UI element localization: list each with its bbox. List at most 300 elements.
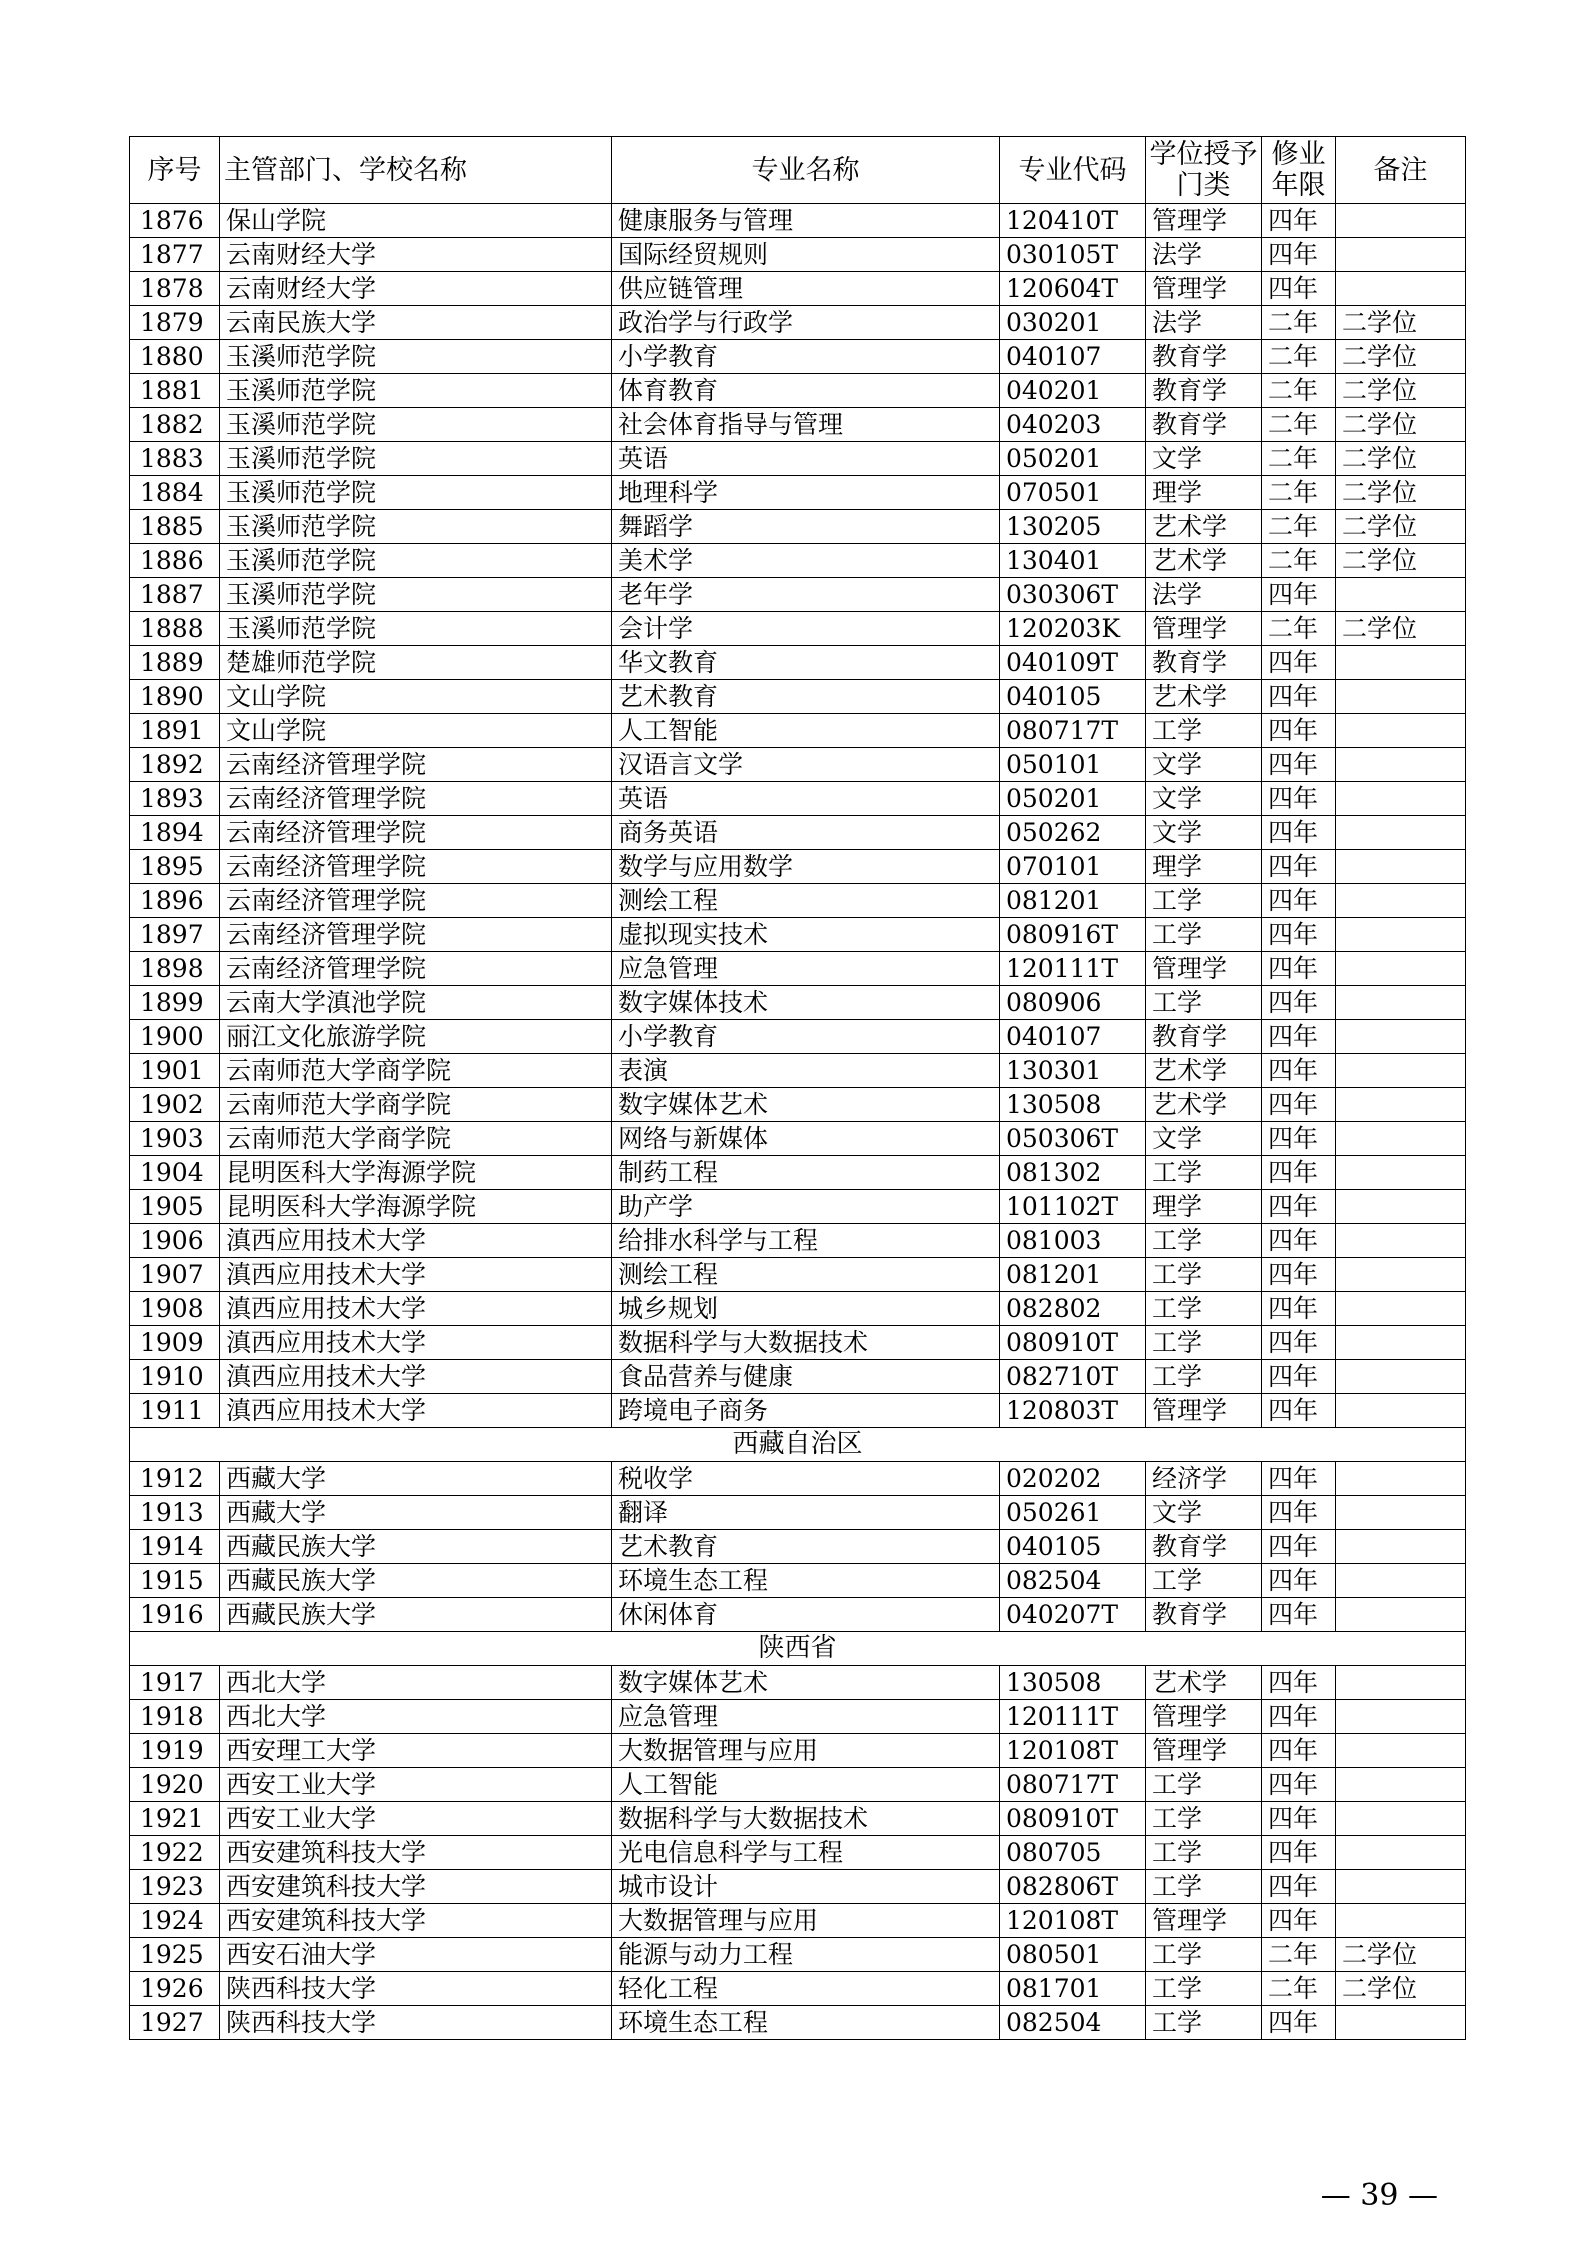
- cell-duration: 四年: [1262, 578, 1336, 612]
- cell-code: 040207T: [1000, 1598, 1146, 1632]
- header-school: 主管部门、学校名称: [220, 137, 612, 204]
- cell-school: 西安理工大学: [220, 1734, 612, 1768]
- table-row: [130, 1122, 1466, 1156]
- cell-note: [1336, 884, 1466, 918]
- cell-code: 050101: [1000, 748, 1146, 782]
- cell-degree: 工学: [1146, 884, 1262, 918]
- cell-school: 滇西应用技术大学: [220, 1394, 612, 1428]
- cell-duration: 二年: [1262, 340, 1336, 374]
- cell-note: [1336, 918, 1466, 952]
- cell-code: 030105T: [1000, 238, 1146, 272]
- cell-duration: 四年: [1262, 714, 1336, 748]
- cell-code: 082504: [1000, 2006, 1146, 2040]
- cell-degree: 管理学: [1146, 1394, 1262, 1428]
- cell-note: [1336, 952, 1466, 986]
- cell-major: 轻化工程: [612, 1972, 1000, 2006]
- cell-degree: 工学: [1146, 986, 1262, 1020]
- cell-duration: 二年: [1262, 612, 1336, 646]
- cell-school: 西安建筑科技大学: [220, 1904, 612, 1938]
- cell-degree: 文学: [1146, 782, 1262, 816]
- cell-note: 二学位: [1336, 306, 1466, 340]
- cell-seq: 1927: [130, 2006, 220, 2040]
- cell-degree: 工学: [1146, 1292, 1262, 1326]
- cell-degree: 工学: [1146, 1938, 1262, 1972]
- cell-code: 120203K: [1000, 612, 1146, 646]
- cell-note: 二学位: [1336, 544, 1466, 578]
- table-row: [130, 306, 1466, 340]
- cell-degree: 管理学: [1146, 1700, 1262, 1734]
- cell-note: [1336, 1156, 1466, 1190]
- table-row: [130, 272, 1466, 306]
- table-row: [130, 238, 1466, 272]
- cell-school: 玉溪师范学院: [220, 442, 612, 476]
- cell-code: 040105: [1000, 680, 1146, 714]
- cell-code: 080916T: [1000, 918, 1146, 952]
- cell-seq: 1922: [130, 1836, 220, 1870]
- table-row: [130, 748, 1466, 782]
- cell-degree: 管理学: [1146, 1734, 1262, 1768]
- cell-degree: 教育学: [1146, 340, 1262, 374]
- cell-degree: 工学: [1146, 1836, 1262, 1870]
- cell-code: 120803T: [1000, 1394, 1146, 1428]
- cell-degree: 文学: [1146, 816, 1262, 850]
- cell-school: 滇西应用技术大学: [220, 1224, 612, 1258]
- cell-duration: 二年: [1262, 374, 1336, 408]
- table-row: [130, 1224, 1466, 1258]
- cell-degree: 工学: [1146, 1802, 1262, 1836]
- cell-major: 休闲体育: [612, 1598, 1000, 1632]
- cell-note: [1336, 782, 1466, 816]
- cell-major: 体育教育: [612, 374, 1000, 408]
- table-row: [130, 1292, 1466, 1326]
- cell-school: 西藏民族大学: [220, 1598, 612, 1632]
- cell-note: 二学位: [1336, 374, 1466, 408]
- cell-code: 080717T: [1000, 714, 1146, 748]
- cell-degree: 法学: [1146, 578, 1262, 612]
- cell-school: 西藏民族大学: [220, 1564, 612, 1598]
- cell-school: 云南经济管理学院: [220, 748, 612, 782]
- cell-major: 国际经贸规则: [612, 238, 1000, 272]
- cell-major: 社会体育指导与管理: [612, 408, 1000, 442]
- cell-major: 健康服务与管理: [612, 204, 1000, 238]
- cell-duration: 四年: [1262, 680, 1336, 714]
- cell-seq: 1926: [130, 1972, 220, 2006]
- cell-seq: 1919: [130, 1734, 220, 1768]
- table-row: [130, 782, 1466, 816]
- table-row: [130, 1258, 1466, 1292]
- cell-code: 082504: [1000, 1564, 1146, 1598]
- cell-seq: 1908: [130, 1292, 220, 1326]
- cell-major: 网络与新媒体: [612, 1122, 1000, 1156]
- cell-degree: 教育学: [1146, 374, 1262, 408]
- cell-degree: 理学: [1146, 1190, 1262, 1224]
- cell-major: 食品营养与健康: [612, 1360, 1000, 1394]
- cell-school: 西安石油大学: [220, 1938, 612, 1972]
- cell-seq: 1924: [130, 1904, 220, 1938]
- cell-degree: 工学: [1146, 1224, 1262, 1258]
- cell-note: [1336, 1394, 1466, 1428]
- cell-degree: 工学: [1146, 1360, 1262, 1394]
- cell-duration: 四年: [1262, 1836, 1336, 1870]
- cell-seq: 1911: [130, 1394, 220, 1428]
- cell-seq: 1882: [130, 408, 220, 442]
- cell-note: [1336, 238, 1466, 272]
- cell-degree: 艺术学: [1146, 1088, 1262, 1122]
- cell-seq: 1918: [130, 1700, 220, 1734]
- cell-major: 供应链管理: [612, 272, 1000, 306]
- cell-major: 光电信息科学与工程: [612, 1836, 1000, 1870]
- cell-code: 120111T: [1000, 952, 1146, 986]
- cell-seq: 1917: [130, 1666, 220, 1700]
- cell-seq: 1920: [130, 1768, 220, 1802]
- cell-code: 050262: [1000, 816, 1146, 850]
- cell-seq: 1885: [130, 510, 220, 544]
- cell-degree: 工学: [1146, 1258, 1262, 1292]
- cell-seq: 1880: [130, 340, 220, 374]
- cell-duration: 四年: [1262, 850, 1336, 884]
- cell-seq: 1903: [130, 1122, 220, 1156]
- cell-school: 玉溪师范学院: [220, 408, 612, 442]
- cell-major: 汉语言文学: [612, 748, 1000, 782]
- cell-major: 人工智能: [612, 714, 1000, 748]
- cell-major: 数字媒体艺术: [612, 1088, 1000, 1122]
- cell-degree: 艺术学: [1146, 544, 1262, 578]
- cell-code: 130401: [1000, 544, 1146, 578]
- cell-duration: 四年: [1262, 2006, 1336, 2040]
- cell-note: [1336, 1598, 1466, 1632]
- cell-degree: 工学: [1146, 1972, 1262, 2006]
- cell-duration: 四年: [1262, 1190, 1336, 1224]
- cell-seq: 1883: [130, 442, 220, 476]
- table-header-row: [130, 137, 1466, 204]
- cell-major: 政治学与行政学: [612, 306, 1000, 340]
- page-number: — 39 —: [1320, 2178, 1438, 2213]
- cell-major: 艺术教育: [612, 680, 1000, 714]
- cell-seq: 1913: [130, 1496, 220, 1530]
- majors-table: [129, 136, 1466, 2040]
- cell-duration: 四年: [1262, 1462, 1336, 1496]
- cell-school: 滇西应用技术大学: [220, 1360, 612, 1394]
- table-row: [130, 884, 1466, 918]
- table-row: [130, 1904, 1466, 1938]
- cell-school: 云南民族大学: [220, 306, 612, 340]
- cell-degree: 工学: [1146, 1768, 1262, 1802]
- cell-school: 云南经济管理学院: [220, 918, 612, 952]
- cell-major: 华文教育: [612, 646, 1000, 680]
- cell-note: [1336, 1190, 1466, 1224]
- cell-degree: 艺术学: [1146, 510, 1262, 544]
- cell-seq: 1893: [130, 782, 220, 816]
- cell-school: 楚雄师范学院: [220, 646, 612, 680]
- cell-seq: 1923: [130, 1870, 220, 1904]
- cell-duration: 四年: [1262, 1326, 1336, 1360]
- cell-school: 玉溪师范学院: [220, 544, 612, 578]
- cell-duration: 四年: [1262, 1088, 1336, 1122]
- cell-duration: 四年: [1262, 1904, 1336, 1938]
- cell-school: 云南经济管理学院: [220, 782, 612, 816]
- cell-note: [1336, 1122, 1466, 1156]
- section-title: 陕西省: [130, 1632, 1466, 1666]
- cell-duration: 四年: [1262, 986, 1336, 1020]
- table-row: [130, 2006, 1466, 2040]
- cell-degree: 文学: [1146, 1496, 1262, 1530]
- cell-note: [1336, 1496, 1466, 1530]
- cell-seq: 1889: [130, 646, 220, 680]
- table-row: [130, 612, 1466, 646]
- cell-school: 西安工业大学: [220, 1802, 612, 1836]
- cell-duration: 四年: [1262, 646, 1336, 680]
- cell-code: 101102T: [1000, 1190, 1146, 1224]
- cell-seq: 1905: [130, 1190, 220, 1224]
- table-row: [130, 204, 1466, 238]
- cell-school: 昆明医科大学海源学院: [220, 1156, 612, 1190]
- cell-major: 舞蹈学: [612, 510, 1000, 544]
- cell-major: 小学教育: [612, 1020, 1000, 1054]
- cell-note: [1336, 816, 1466, 850]
- cell-degree: 工学: [1146, 1870, 1262, 1904]
- cell-major: 商务英语: [612, 816, 1000, 850]
- cell-school: 云南经济管理学院: [220, 816, 612, 850]
- cell-code: 120108T: [1000, 1904, 1146, 1938]
- cell-seq: 1914: [130, 1530, 220, 1564]
- cell-major: 测绘工程: [612, 884, 1000, 918]
- cell-note: [1336, 1462, 1466, 1496]
- cell-major: 数据科学与大数据技术: [612, 1326, 1000, 1360]
- cell-duration: 二年: [1262, 306, 1336, 340]
- cell-major: 英语: [612, 442, 1000, 476]
- cell-code: 040107: [1000, 340, 1146, 374]
- cell-duration: 四年: [1262, 1394, 1336, 1428]
- cell-note: [1336, 748, 1466, 782]
- table-row: [130, 646, 1466, 680]
- cell-code: 081003: [1000, 1224, 1146, 1258]
- cell-code: 070101: [1000, 850, 1146, 884]
- cell-degree: 工学: [1146, 918, 1262, 952]
- cell-major: 应急管理: [612, 952, 1000, 986]
- cell-code: 030201: [1000, 306, 1146, 340]
- table-row: [130, 1190, 1466, 1224]
- cell-seq: 1888: [130, 612, 220, 646]
- cell-seq: 1879: [130, 306, 220, 340]
- cell-school: 西安建筑科技大学: [220, 1836, 612, 1870]
- cell-degree: 管理学: [1146, 952, 1262, 986]
- cell-note: [1336, 680, 1466, 714]
- table-row: [130, 918, 1466, 952]
- cell-note: [1336, 1326, 1466, 1360]
- cell-major: 制药工程: [612, 1156, 1000, 1190]
- cell-note: [1336, 850, 1466, 884]
- cell-degree: 艺术学: [1146, 680, 1262, 714]
- cell-degree: 法学: [1146, 238, 1262, 272]
- section-title: 西藏自治区: [130, 1428, 1466, 1462]
- cell-duration: 二年: [1262, 408, 1336, 442]
- cell-code: 040201: [1000, 374, 1146, 408]
- cell-degree: 工学: [1146, 1564, 1262, 1598]
- table-row: [130, 476, 1466, 510]
- cell-note: 二学位: [1336, 340, 1466, 374]
- cell-school: 滇西应用技术大学: [220, 1292, 612, 1326]
- table-row: [130, 1564, 1466, 1598]
- cell-seq: 1902: [130, 1088, 220, 1122]
- table-row: [130, 1768, 1466, 1802]
- cell-major: 环境生态工程: [612, 1564, 1000, 1598]
- cell-major: 应急管理: [612, 1700, 1000, 1734]
- cell-duration: 四年: [1262, 1054, 1336, 1088]
- cell-seq: 1895: [130, 850, 220, 884]
- cell-seq: 1878: [130, 272, 220, 306]
- cell-degree: 教育学: [1146, 646, 1262, 680]
- cell-note: [1336, 1700, 1466, 1734]
- table-row: [130, 1020, 1466, 1054]
- cell-code: 080717T: [1000, 1768, 1146, 1802]
- cell-code: 081302: [1000, 1156, 1146, 1190]
- cell-major: 给排水科学与工程: [612, 1224, 1000, 1258]
- cell-major: 环境生态工程: [612, 2006, 1000, 2040]
- cell-school: 西藏大学: [220, 1496, 612, 1530]
- cell-seq: 1876: [130, 204, 220, 238]
- cell-code: 120111T: [1000, 1700, 1146, 1734]
- table-row: [130, 1734, 1466, 1768]
- table-row: [130, 340, 1466, 374]
- table-row: [130, 1938, 1466, 1972]
- cell-major: 城市设计: [612, 1870, 1000, 1904]
- cell-duration: 四年: [1262, 952, 1336, 986]
- cell-major: 数据科学与大数据技术: [612, 1802, 1000, 1836]
- cell-note: [1336, 1836, 1466, 1870]
- cell-degree: 艺术学: [1146, 1666, 1262, 1700]
- cell-seq: 1881: [130, 374, 220, 408]
- cell-code: 030306T: [1000, 578, 1146, 612]
- table-row: [130, 1360, 1466, 1394]
- cell-major: 艺术教育: [612, 1530, 1000, 1564]
- cell-major: 数学与应用数学: [612, 850, 1000, 884]
- table-row: [130, 1870, 1466, 1904]
- cell-duration: 二年: [1262, 442, 1336, 476]
- cell-degree: 艺术学: [1146, 1054, 1262, 1088]
- cell-school: 云南经济管理学院: [220, 850, 612, 884]
- cell-degree: 教育学: [1146, 1530, 1262, 1564]
- cell-note: 二学位: [1336, 1938, 1466, 1972]
- cell-major: 城乡规划: [612, 1292, 1000, 1326]
- cell-note: 二学位: [1336, 510, 1466, 544]
- cell-major: 会计学: [612, 612, 1000, 646]
- cell-school: 云南师范大学商学院: [220, 1122, 612, 1156]
- cell-major: 美术学: [612, 544, 1000, 578]
- table-row: [130, 578, 1466, 612]
- table-row: [130, 1156, 1466, 1190]
- cell-note: [1336, 1360, 1466, 1394]
- cell-school: 云南经济管理学院: [220, 952, 612, 986]
- cell-school: 丽江文化旅游学院: [220, 1020, 612, 1054]
- cell-degree: 教育学: [1146, 1020, 1262, 1054]
- cell-school: 西安工业大学: [220, 1768, 612, 1802]
- cell-seq: 1894: [130, 816, 220, 850]
- cell-code: 080705: [1000, 1836, 1146, 1870]
- cell-major: 地理科学: [612, 476, 1000, 510]
- cell-code: 082710T: [1000, 1360, 1146, 1394]
- cell-code: 130508: [1000, 1088, 1146, 1122]
- cell-school: 云南财经大学: [220, 272, 612, 306]
- cell-duration: 四年: [1262, 1122, 1336, 1156]
- cell-code: 050201: [1000, 782, 1146, 816]
- cell-duration: 四年: [1262, 1870, 1336, 1904]
- cell-note: [1336, 1802, 1466, 1836]
- cell-seq: 1912: [130, 1462, 220, 1496]
- cell-seq: 1906: [130, 1224, 220, 1258]
- header-seq: 序号: [130, 137, 220, 204]
- cell-duration: 二年: [1262, 1938, 1336, 1972]
- cell-major: 跨境电子商务: [612, 1394, 1000, 1428]
- cell-code: 120604T: [1000, 272, 1146, 306]
- cell-seq: 1910: [130, 1360, 220, 1394]
- cell-duration: 四年: [1262, 1292, 1336, 1326]
- table-row: [130, 1394, 1466, 1428]
- cell-school: 西安建筑科技大学: [220, 1870, 612, 1904]
- cell-seq: 1884: [130, 476, 220, 510]
- cell-duration: 四年: [1262, 1598, 1336, 1632]
- cell-note: [1336, 1734, 1466, 1768]
- cell-note: [1336, 2006, 1466, 2040]
- cell-duration: 四年: [1262, 1700, 1336, 1734]
- table-row: [130, 680, 1466, 714]
- table-row: [130, 952, 1466, 986]
- table-row: [130, 714, 1466, 748]
- cell-seq: 1925: [130, 1938, 220, 1972]
- cell-note: [1336, 1530, 1466, 1564]
- cell-degree: 管理学: [1146, 1904, 1262, 1938]
- table-row: [130, 1802, 1466, 1836]
- cell-degree: 工学: [1146, 2006, 1262, 2040]
- cell-code: 080910T: [1000, 1802, 1146, 1836]
- cell-school: 文山学院: [220, 714, 612, 748]
- cell-note: [1336, 1870, 1466, 1904]
- cell-note: [1336, 578, 1466, 612]
- cell-major: 大数据管理与应用: [612, 1904, 1000, 1938]
- cell-note: [1336, 1768, 1466, 1802]
- cell-code: 040203: [1000, 408, 1146, 442]
- table-row: [130, 1496, 1466, 1530]
- cell-duration: 四年: [1262, 238, 1336, 272]
- cell-code: 080910T: [1000, 1326, 1146, 1360]
- table-row: [130, 544, 1466, 578]
- cell-school: 滇西应用技术大学: [220, 1258, 612, 1292]
- cell-major: 人工智能: [612, 1768, 1000, 1802]
- cell-major: 英语: [612, 782, 1000, 816]
- cell-degree: 工学: [1146, 714, 1262, 748]
- cell-school: 保山学院: [220, 204, 612, 238]
- cell-degree: 法学: [1146, 306, 1262, 340]
- cell-duration: 四年: [1262, 1802, 1336, 1836]
- cell-major: 能源与动力工程: [612, 1938, 1000, 1972]
- cell-degree: 管理学: [1146, 272, 1262, 306]
- cell-code: 130508: [1000, 1666, 1146, 1700]
- cell-code: 080501: [1000, 1938, 1146, 1972]
- table-row: [130, 408, 1466, 442]
- table-row: [130, 1054, 1466, 1088]
- cell-note: [1336, 1292, 1466, 1326]
- cell-duration: 四年: [1262, 918, 1336, 952]
- cell-school: 西藏大学: [220, 1462, 612, 1496]
- cell-degree: 管理学: [1146, 204, 1262, 238]
- cell-seq: 1891: [130, 714, 220, 748]
- cell-major: 数字媒体技术: [612, 986, 1000, 1020]
- table-row: [130, 510, 1466, 544]
- cell-code: 020202: [1000, 1462, 1146, 1496]
- table-row: [130, 442, 1466, 476]
- table-body: [130, 204, 1466, 2040]
- cell-degree: 理学: [1146, 850, 1262, 884]
- cell-code: 081201: [1000, 884, 1146, 918]
